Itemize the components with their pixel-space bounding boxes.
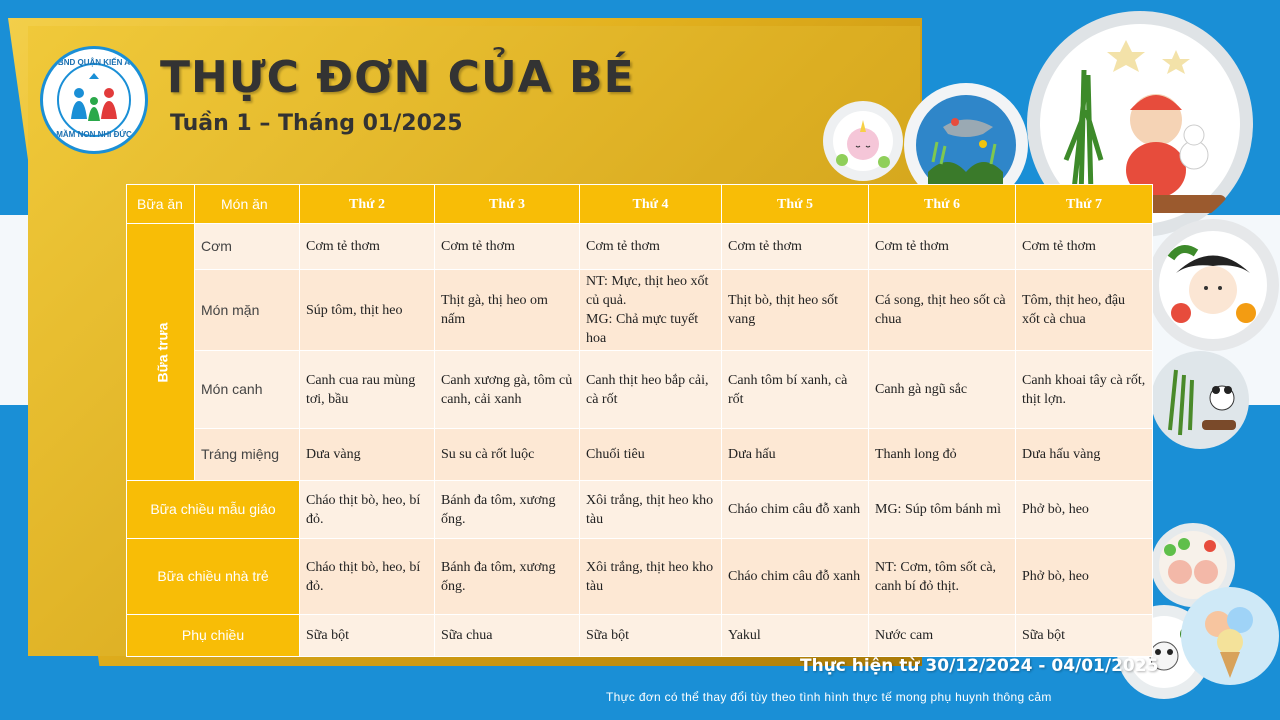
table-header-row <box>127 185 1153 224</box>
menu-cell: Cơm tẻ thơm <box>300 224 435 270</box>
meal-afternoon-nursery: Bữa chiều nhà trẻ <box>127 539 300 615</box>
header-dish: Món ăn <box>195 185 300 224</box>
menu-cell: Chuối tiêu <box>580 429 722 481</box>
menu-cell: Cơm tẻ thơm <box>435 224 580 270</box>
menu-cell: NT: Mực, thịt heo xốt củ quả. MG: Chả mực tuyết hoa <box>580 270 722 351</box>
menu-cell: Canh tôm bí xanh, cà rốt <box>722 351 869 429</box>
menu-cell: Yakul <box>722 615 869 657</box>
menu-cell: MG: Súp tôm bánh mì <box>869 481 1016 539</box>
panda-plate-image <box>1150 350 1250 450</box>
header-day-tue: Thứ 3 <box>435 185 580 224</box>
menu-cell: Sữa bột <box>300 615 435 657</box>
logo-text-bottom: MẦM NON NHI ĐỨC <box>56 130 132 139</box>
menu-cell: Bánh đa tôm, xương ống. <box>435 539 580 615</box>
header-day-sat: Thứ 7 <box>1016 185 1153 224</box>
menu-cell: Thịt gà, thị heo om nấm <box>435 270 580 351</box>
menu-cell: Canh cua rau mùng tơi, bầu <box>300 351 435 429</box>
menu-cell: Xôi trắng, thịt heo kho tàu <box>580 481 722 539</box>
school-logo <box>40 46 148 154</box>
menu-cell: Cơm tẻ thơm <box>1016 224 1153 270</box>
table-row <box>127 429 1153 481</box>
menu-cell: NT: Cơm, tôm sốt cà, canh bí đỏ thịt. <box>869 539 1016 615</box>
menu-cell: Sữa chua <box>435 615 580 657</box>
girl-plate-image <box>1146 218 1280 352</box>
menu-table <box>126 184 1153 657</box>
page-title: THỰC ĐƠN CỦA BÉ <box>160 52 635 103</box>
menu-cell: Cháo chim câu đỗ xanh <box>722 481 869 539</box>
page-subtitle: Tuần 1 – Tháng 01/2025 <box>170 111 463 136</box>
menu-cell: Cháo thịt bò, heo, bí đỏ. <box>300 481 435 539</box>
menu-cell: Canh khoai tây cà rốt, thịt lợn. <box>1016 351 1153 429</box>
header-day-thu: Thứ 5 <box>722 185 869 224</box>
menu-cell: Canh thịt heo bắp cải, cà rốt <box>580 351 722 429</box>
menu-cell: Canh gà ngũ sắc <box>869 351 1016 429</box>
menu-cell: Cơm tẻ thơm <box>722 224 869 270</box>
menu-cell: Nước cam <box>869 615 1016 657</box>
table-row <box>127 539 1153 615</box>
menu-cell: Xôi trắng, thịt heo kho tàu <box>580 539 722 615</box>
header-day-fri: Thứ 6 <box>869 185 1016 224</box>
footer-date-range: Thực hiện từ 30/12/2024 - 04/01/2025 <box>800 656 1159 676</box>
menu-cell: Sữa bột <box>1016 615 1153 657</box>
meal-lunch <box>127 224 195 481</box>
header-day-mon: Thứ 2 <box>300 185 435 224</box>
menu-cell: Cháo chim câu đỗ xanh <box>722 539 869 615</box>
footer-note: Thực đơn có thể thay đổi tùy theo tình hình thực tế mong phụ huynh thông cảm <box>606 690 1052 704</box>
menu-cell: Dưa hấu vàng <box>1016 429 1153 481</box>
meal-lunch-label: Bữa trưa <box>154 322 171 382</box>
menu-cell: Cơm tẻ thơm <box>580 224 722 270</box>
table-row <box>127 270 1153 351</box>
menu-cell: Canh xương gà, tôm củ canh, cải xanh <box>435 351 580 429</box>
meal-snack: Phụ chiều <box>127 615 300 657</box>
menu-cell: Sữa bột <box>580 615 722 657</box>
dish-label: Món canh <box>195 351 300 429</box>
menu-cell: Su su cà rốt luộc <box>435 429 580 481</box>
menu-cell: Thịt bò, thịt heo sốt vang <box>722 270 869 351</box>
menu-cell: Súp tôm, thịt heo <box>300 270 435 351</box>
menu-cell: Bánh đa tôm, xương ống. <box>435 481 580 539</box>
header-meal: Bữa ăn <box>127 185 195 224</box>
dish-label: Cơm <box>195 224 300 270</box>
menu-cell: Tôm, thịt heo, đậu xốt cà chua <box>1016 270 1153 351</box>
table-row <box>127 615 1153 657</box>
dish-label: Món mặn <box>195 270 300 351</box>
table-row <box>127 224 1153 270</box>
meal-afternoon-kindergarten: Bữa chiều mẫu giáo <box>127 481 300 539</box>
menu-cell: Thanh long đỏ <box>869 429 1016 481</box>
unicorn-plate-image <box>822 100 904 182</box>
menu-cell: Phở bò, heo <box>1016 539 1153 615</box>
header-day-wed: Thứ 4 <box>580 185 722 224</box>
icecream-plate-image <box>1180 586 1280 686</box>
table-row <box>127 351 1153 429</box>
table-row <box>127 481 1153 539</box>
menu-cell: Phở bò, heo <box>1016 481 1153 539</box>
dish-label: Tráng miệng <box>195 429 300 481</box>
menu-cell: Dưa vàng <box>300 429 435 481</box>
menu-cell: Cháo thịt bò, heo, bí đỏ. <box>300 539 435 615</box>
menu-cell: Cơm tẻ thơm <box>869 224 1016 270</box>
logo-text-top: UBND QUẬN KIẾN AN <box>52 58 136 67</box>
menu-cell: Cá song, thịt heo sốt cà chua <box>869 270 1016 351</box>
menu-cell: Dưa hấu <box>722 429 869 481</box>
